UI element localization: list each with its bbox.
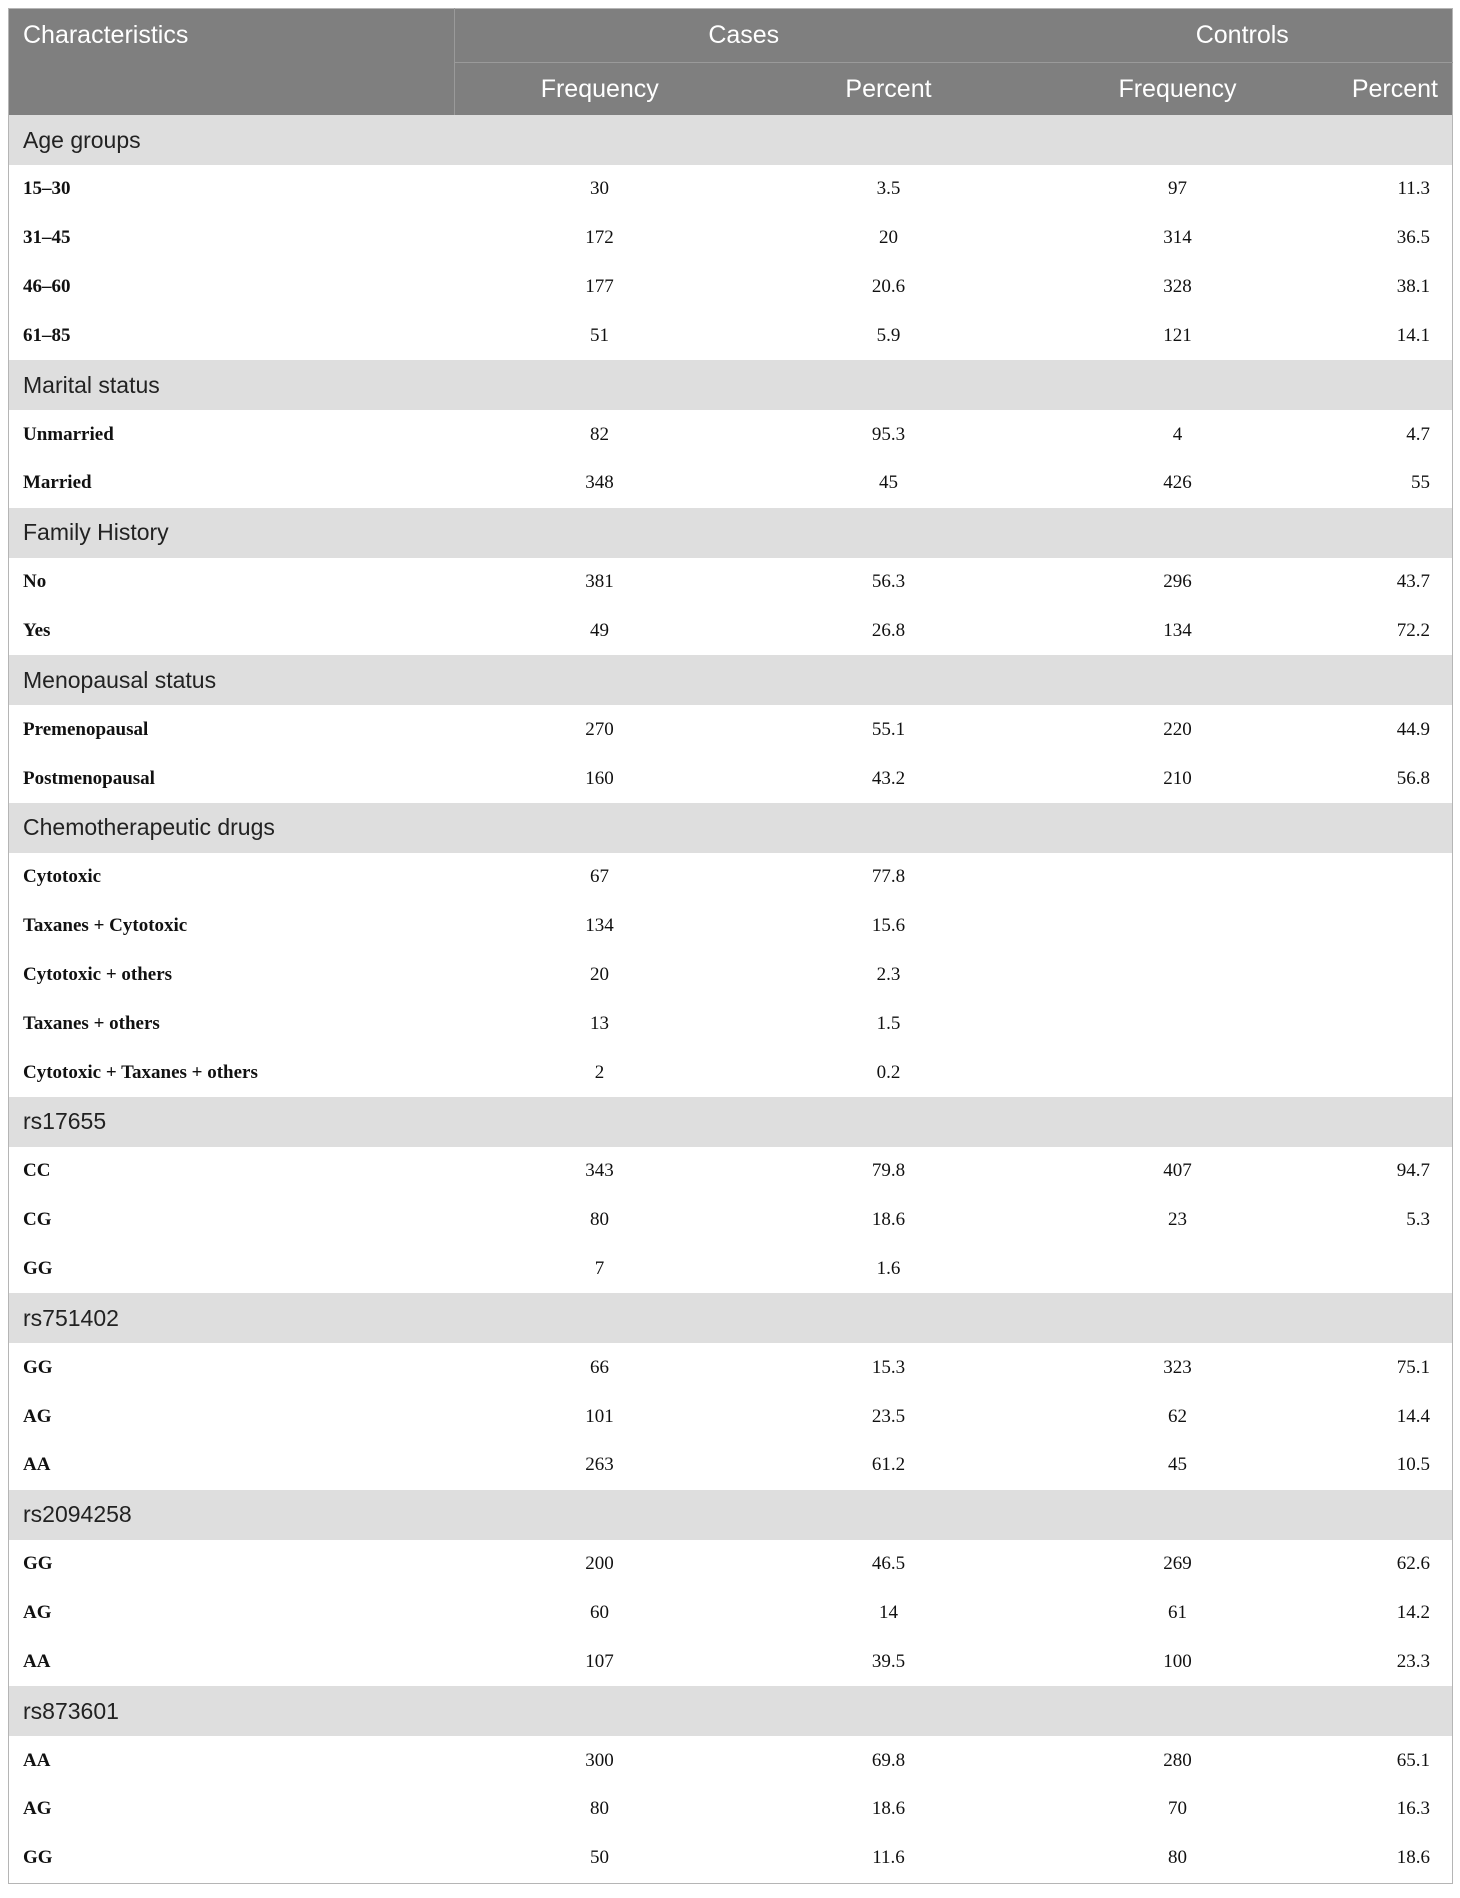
table-row	[9, 1589, 1453, 1638]
cases-percent-cell: 95.3	[871, 423, 906, 445]
cases-percent-cell: 43.2	[871, 767, 906, 789]
controls-frequency-cell: 80	[1168, 1847, 1187, 1869]
controls-percent-cell: 18.6	[1396, 1847, 1430, 1869]
section-header-row	[9, 655, 1453, 705]
controls-percent-cell: 38.1	[1396, 275, 1430, 297]
controls-frequency-cell: 220	[1163, 718, 1192, 740]
row-label: Taxanes + others	[23, 1012, 160, 1034]
section-header-row	[9, 360, 1453, 410]
controls-percent-cell: 11.3	[1397, 178, 1430, 200]
cases-percent-cell: 61.2	[871, 1454, 906, 1476]
section-title: rs17655	[9, 1097, 1453, 1147]
controls-percent-cell: 16.3	[1396, 1798, 1430, 1820]
controls-frequency-cell	[1033, 999, 1323, 1048]
section-title: Family History	[9, 508, 1453, 558]
cases-percent-cell: 39.5	[871, 1650, 906, 1672]
controls-percent-cell	[1323, 999, 1453, 1048]
controls-percent-cell: 72.2	[1396, 619, 1430, 641]
row-label: 31–45	[23, 227, 71, 249]
section-header-row	[9, 803, 1453, 853]
controls-frequency-cell: 62	[1168, 1405, 1187, 1427]
controls-frequency-cell: 314	[1163, 227, 1192, 249]
table-row	[9, 951, 1453, 1000]
cases-frequency-cell: 160	[585, 767, 614, 789]
controls-frequency-cell: 407	[1163, 1160, 1192, 1182]
row-label: AG	[23, 1798, 52, 1820]
table-row	[9, 165, 1453, 214]
cases-frequency-cell: 300	[585, 1749, 614, 1771]
controls-percent-cell	[1323, 1048, 1453, 1097]
section-header-row	[9, 1097, 1453, 1147]
table-row	[9, 1048, 1453, 1097]
row-label: Married	[23, 472, 92, 494]
table-row	[9, 1834, 1453, 1883]
row-label: Premenopausal	[23, 718, 149, 740]
controls-frequency-cell	[1033, 1245, 1323, 1294]
row-label: CC	[23, 1160, 51, 1182]
table-row	[9, 1540, 1453, 1589]
row-label: No	[23, 571, 47, 593]
cases-percent-cell: 14	[879, 1601, 898, 1623]
cases-frequency-cell: 348	[585, 472, 614, 494]
row-label: 15–30	[23, 178, 71, 200]
row-label: Taxanes + Cytotoxic	[23, 915, 188, 937]
controls-frequency-cell	[1033, 951, 1323, 1000]
controls-frequency-cell	[1033, 902, 1323, 951]
cases-percent-cell: 5.9	[876, 324, 901, 346]
cases-percent-cell: 11.6	[872, 1847, 905, 1869]
row-label: Postmenopausal	[23, 767, 155, 789]
cases-frequency-cell: 134	[585, 915, 614, 937]
cases-percent-cell: 46.5	[871, 1553, 906, 1575]
row-label: GG	[23, 1553, 53, 1575]
cases-frequency-cell: 49	[590, 619, 609, 641]
cases-percent-cell: 55.1	[871, 718, 906, 740]
table-row	[9, 263, 1453, 312]
cases-frequency-cell: 30	[590, 178, 609, 200]
cases-frequency-cell: 200	[585, 1553, 614, 1575]
controls-percent-cell: 75.1	[1396, 1356, 1430, 1378]
cases-frequency-cell: 263	[585, 1454, 614, 1476]
controls-frequency-cell: 97	[1168, 178, 1187, 200]
controls-frequency-cell	[1033, 1048, 1323, 1097]
controls-frequency-cell: 134	[1163, 619, 1192, 641]
cases-percent-cell: 18.6	[871, 1798, 906, 1820]
cases-frequency-cell: 381	[585, 571, 614, 593]
row-label: AA	[23, 1749, 51, 1771]
row-label: AG	[23, 1405, 52, 1427]
section-header-row	[9, 115, 1453, 165]
row-label: GG	[23, 1847, 53, 1869]
table-row	[9, 1147, 1453, 1196]
controls-frequency-cell: 121	[1163, 324, 1192, 346]
cases-percent-cell: 79.8	[871, 1160, 906, 1182]
table-row	[9, 1441, 1453, 1490]
cases-percent-cell: 20	[879, 227, 898, 249]
header-cases-frequency: Frequency	[455, 63, 745, 116]
controls-percent-cell: 44.9	[1396, 718, 1430, 740]
table-row	[9, 902, 1453, 951]
controls-percent-cell	[1323, 1245, 1453, 1294]
row-label: Cytotoxic + Taxanes + others	[23, 1061, 258, 1083]
table-row	[9, 1637, 1453, 1686]
header-controls: Controls	[1033, 9, 1453, 63]
controls-frequency-cell: 328	[1163, 275, 1192, 297]
cases-percent-cell: 0.2	[876, 1061, 901, 1083]
controls-frequency-cell: 61	[1168, 1601, 1187, 1623]
cases-percent-cell: 15.6	[871, 915, 906, 937]
controls-percent-cell: 65.1	[1396, 1749, 1430, 1771]
header-controls-frequency: Frequency	[1033, 63, 1323, 116]
cases-frequency-cell: 2	[594, 1061, 605, 1083]
row-label: Unmarried	[23, 423, 114, 445]
table-row	[9, 1343, 1453, 1392]
controls-frequency-cell: 269	[1163, 1553, 1192, 1575]
cases-frequency-cell: 20	[590, 963, 609, 985]
controls-percent-cell	[1323, 853, 1453, 902]
controls-percent-cell: 14.2	[1396, 1601, 1430, 1623]
cases-percent-cell: 77.8	[871, 866, 906, 888]
cases-percent-cell: 2.3	[876, 963, 901, 985]
cases-percent-cell: 23.5	[871, 1405, 906, 1427]
section-header-row	[9, 508, 1453, 558]
section-header-row	[9, 1490, 1453, 1540]
table-row	[9, 459, 1453, 508]
table-row	[9, 853, 1453, 902]
section-title: rs873601	[9, 1686, 1453, 1736]
table-row	[9, 1785, 1453, 1834]
row-label: Cytotoxic	[23, 866, 102, 888]
header-cases-percent: Percent	[745, 63, 1033, 116]
controls-percent-cell: 43.7	[1396, 571, 1430, 593]
controls-percent-cell: 56.8	[1396, 767, 1430, 789]
cases-frequency-cell: 172	[585, 227, 614, 249]
cases-percent-cell: 18.6	[871, 1209, 906, 1231]
section-title: Chemotherapeutic drugs	[9, 803, 1453, 853]
controls-frequency-cell: 210	[1163, 767, 1192, 789]
controls-frequency-cell	[1033, 853, 1323, 902]
controls-percent-cell: 23.3	[1396, 1650, 1430, 1672]
controls-percent-cell: 14.4	[1396, 1405, 1430, 1427]
controls-frequency-cell: 280	[1163, 1749, 1192, 1771]
header-characteristics: Characteristics	[9, 9, 455, 116]
cases-percent-cell: 45	[879, 472, 898, 494]
table-row	[9, 999, 1453, 1048]
cases-percent-cell: 1.5	[876, 1012, 901, 1034]
table-row	[9, 1245, 1453, 1294]
cases-percent-cell: 56.3	[871, 571, 906, 593]
header-controls-percent: Percent	[1323, 63, 1453, 116]
controls-frequency-cell: 323	[1163, 1356, 1192, 1378]
row-label: 61–85	[23, 324, 71, 346]
cases-percent-cell: 1.6	[876, 1257, 901, 1279]
table-row	[9, 607, 1453, 656]
section-title: Age groups	[9, 115, 1453, 165]
controls-frequency-cell: 100	[1163, 1650, 1192, 1672]
table-row	[9, 705, 1453, 754]
cases-frequency-cell: 270	[585, 718, 614, 740]
characteristics-table	[8, 8, 1453, 1884]
controls-frequency-cell: 45	[1168, 1454, 1187, 1476]
table-header	[9, 9, 1453, 116]
controls-frequency-cell: 23	[1168, 1209, 1187, 1231]
controls-frequency-cell: 4	[1172, 423, 1183, 445]
cases-frequency-cell: 50	[590, 1847, 609, 1869]
section-title: rs2094258	[9, 1490, 1453, 1540]
row-label: 46–60	[23, 275, 71, 297]
table-row	[9, 1196, 1453, 1245]
cases-percent-cell: 3.5	[876, 178, 901, 200]
cases-frequency-cell: 67	[590, 866, 609, 888]
cases-frequency-cell: 60	[590, 1601, 609, 1623]
section-title: Marital status	[9, 360, 1453, 410]
cases-percent-cell: 15.3	[871, 1356, 906, 1378]
section-header-row	[9, 1293, 1453, 1343]
row-label: Cytotoxic + others	[23, 963, 173, 985]
row-label: GG	[23, 1356, 53, 1378]
header-cases: Cases	[455, 9, 1033, 63]
controls-percent-cell: 55	[1411, 472, 1430, 494]
controls-percent-cell	[1323, 951, 1453, 1000]
cases-frequency-cell: 101	[585, 1405, 614, 1427]
controls-percent-cell	[1323, 902, 1453, 951]
controls-percent-cell: 36.5	[1396, 227, 1430, 249]
cases-percent-cell: 20.6	[871, 275, 906, 297]
cases-percent-cell: 26.8	[871, 619, 906, 641]
section-title: rs751402	[9, 1293, 1453, 1343]
table-row	[9, 754, 1453, 803]
cases-frequency-cell: 343	[585, 1160, 614, 1182]
controls-percent-cell: 62.6	[1396, 1553, 1430, 1575]
cases-frequency-cell: 80	[590, 1209, 609, 1231]
controls-percent-cell: 14.1	[1396, 324, 1430, 346]
cases-frequency-cell: 82	[590, 423, 609, 445]
table-row	[9, 311, 1453, 360]
table-body	[9, 115, 1453, 1883]
cases-frequency-cell: 107	[585, 1650, 614, 1672]
table-container	[8, 8, 1452, 1884]
controls-frequency-cell: 296	[1163, 571, 1192, 593]
cases-frequency-cell: 51	[590, 324, 609, 346]
controls-frequency-cell: 70	[1168, 1798, 1187, 1820]
controls-percent-cell: 5.3	[1406, 1209, 1430, 1231]
row-label: AA	[23, 1454, 51, 1476]
cases-frequency-cell: 66	[590, 1356, 609, 1378]
controls-percent-cell: 10.5	[1396, 1454, 1430, 1476]
cases-frequency-cell: 13	[590, 1012, 609, 1034]
controls-percent-cell: 94.7	[1396, 1160, 1430, 1182]
table-row	[9, 1736, 1453, 1785]
cases-frequency-cell: 177	[585, 275, 614, 297]
controls-frequency-cell: 426	[1163, 472, 1192, 494]
row-label: AA	[23, 1650, 51, 1672]
cases-frequency-cell: 80	[590, 1798, 609, 1820]
row-label: CG	[23, 1209, 52, 1231]
table-row	[9, 558, 1453, 607]
row-label: Yes	[23, 619, 51, 641]
table-row	[9, 1392, 1453, 1441]
cases-frequency-cell: 7	[594, 1257, 605, 1279]
table-row	[9, 410, 1453, 459]
section-header-row	[9, 1686, 1453, 1736]
row-label: GG	[23, 1257, 53, 1279]
controls-percent-cell: 4.7	[1406, 423, 1430, 445]
table-row	[9, 214, 1453, 263]
section-title: Menopausal status	[9, 655, 1453, 705]
row-label: AG	[23, 1601, 52, 1623]
cases-percent-cell: 69.8	[871, 1749, 906, 1771]
